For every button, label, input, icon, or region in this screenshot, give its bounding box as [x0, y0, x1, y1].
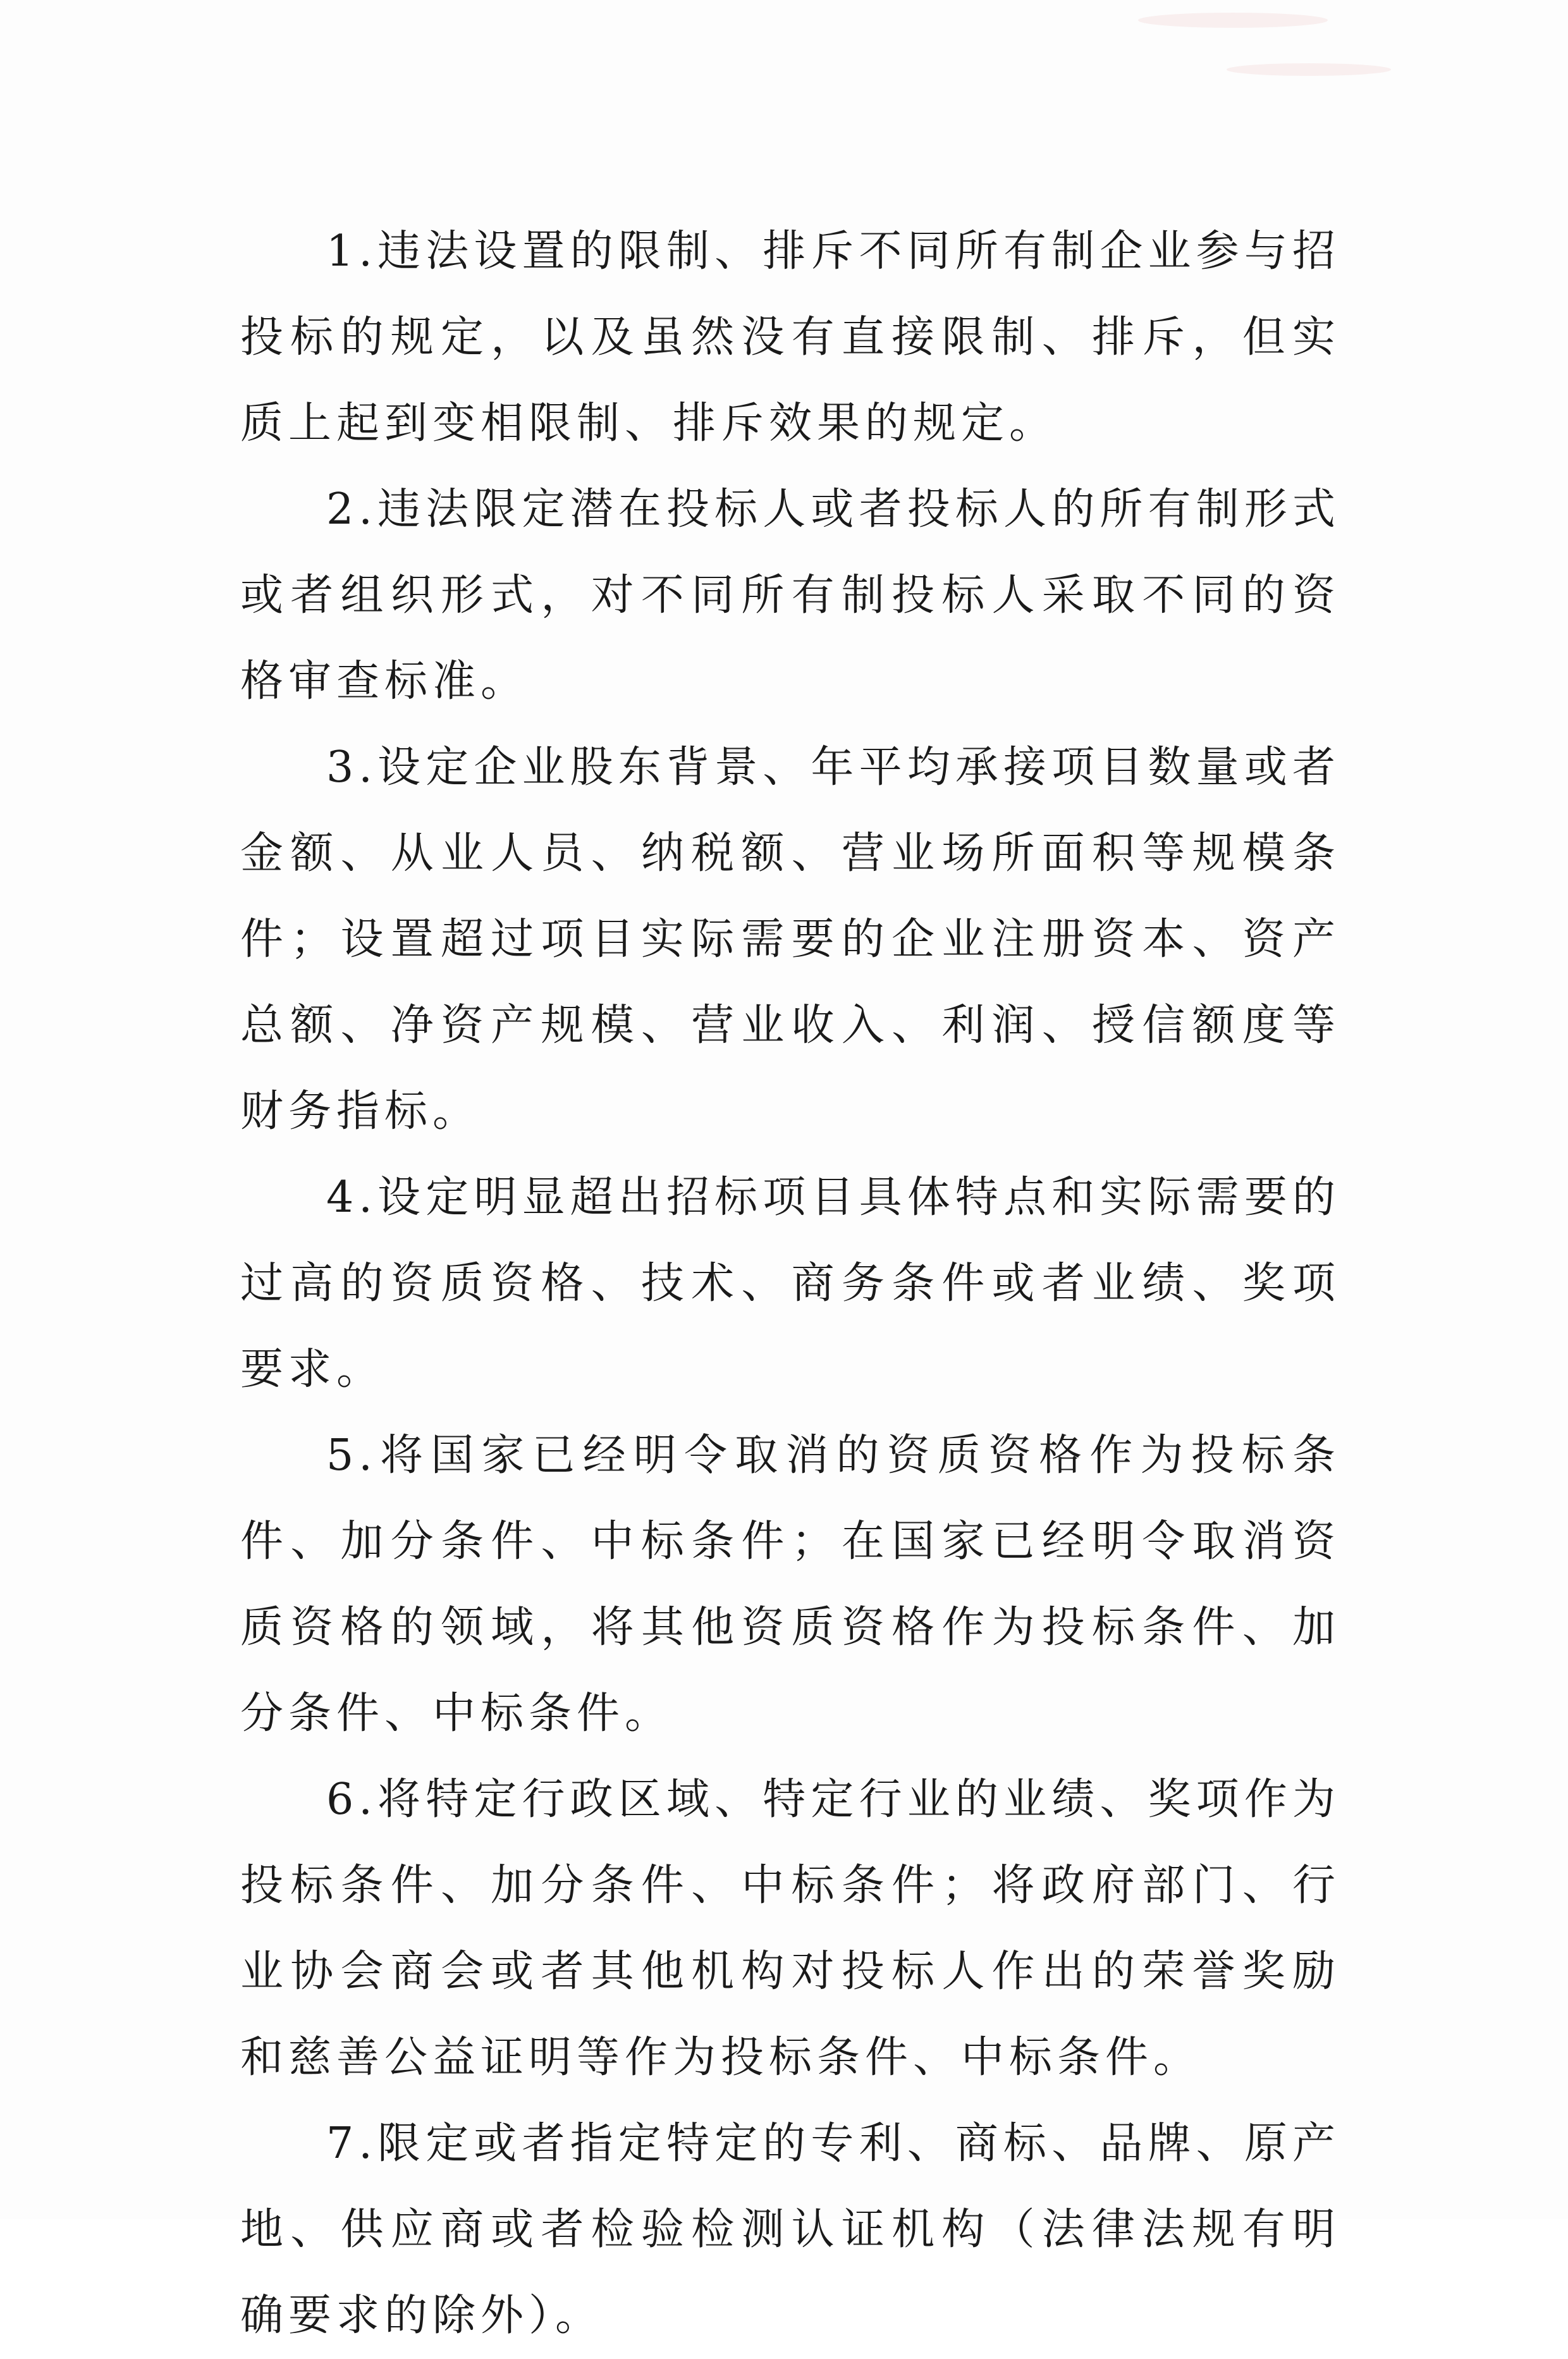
scan-smudge-top	[1138, 13, 1328, 28]
paragraph-item-7: 7.限定或者指定特定的专利、商标、品牌、原产地、供应商或者检验检测认证机构（法律法规有明确要求的除外）。	[240, 2119, 1340, 2341]
paragraph-item-5: 5.将国家已经明令取消的资质资格作为投标条件、加分条件、中标条件；在国家已经明令取消资质资格的领域，将其他资质资格作为投标条件、加分条件、中标条件。	[240, 1431, 1340, 1739]
paragraph-item-1: 1.违法设置的限制、排斥不同所有制企业参与招投标的规定，以及虽然没有直接限制、排斥，但实质上起到变相限制、排斥效果的规定。	[240, 226, 1340, 448]
paragraph-item-6: 6.将特定行政区域、特定行业的业绩、奖项作为投标条件、加分条件、中标条件；将政府部门、行业协会商会或者其他机构对投标人作出的荣誉奖励和慈善公益证明等作为投标条件、中标条件。	[240, 1775, 1340, 2083]
paragraph-item-2: 2.违法限定潜在投标人或者投标人的所有制形式或者组织形式，对不同所有制投标人采取不同的资格审查标准。	[240, 484, 1340, 706]
paragraph-item-4: 4.设定明显超出招标项目具体特点和实际需要的过高的资质资格、技术、商务条件或者业绩、奖项要求。	[240, 1173, 1340, 1395]
document-body	[240, 209, 1340, 2359]
paragraph-item-3: 3.设定企业股东背景、年平均承接项目数量或者金额、从业人员、纳税额、营业场所面积等规模条件；设置超过项目实际需要的企业注册资本、资产总额、净资产规模、营业收入、利润、授信额度等财务指标。	[240, 742, 1340, 1136]
scan-smudge-top-right	[1227, 63, 1391, 76]
